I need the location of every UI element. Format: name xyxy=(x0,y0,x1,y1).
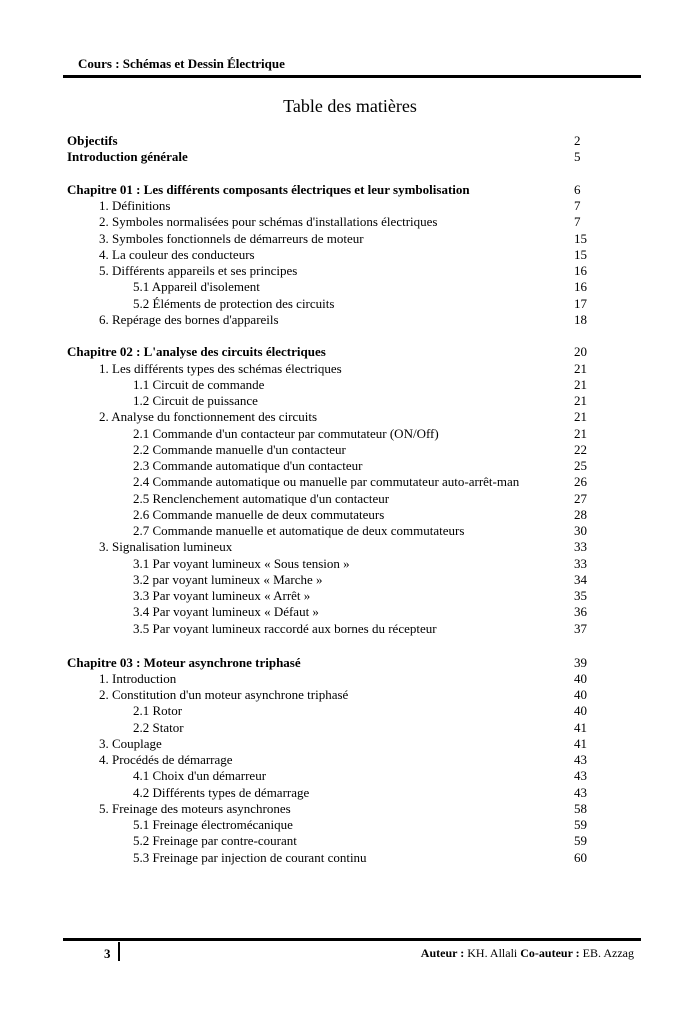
toc-entry-page: 59 xyxy=(574,817,587,833)
toc-entry-title: 2. Symboles normalisées pour schémas d'installations électriques xyxy=(99,214,438,230)
toc-entry-page: 17 xyxy=(574,295,587,311)
toc-entry-title: 5.1 Appareil d'isolement xyxy=(133,279,260,295)
toc-entry-page: 5 xyxy=(574,149,581,165)
toc-entry-title: 3.1 Par voyant lumineux « Sous tension » xyxy=(133,555,350,571)
toc-chapter-entry xyxy=(0,149,700,165)
toc-entry xyxy=(0,442,700,458)
toc-entry-page: 40 xyxy=(574,687,587,703)
toc-entry-page: 6 xyxy=(574,181,581,197)
toc-entry xyxy=(0,296,700,312)
toc-entry-title: 1.2 Circuit de puissance xyxy=(133,393,258,408)
toc-entry-page: 7 xyxy=(574,198,581,213)
toc-entry-title: 5. Différents appareils et ses principes xyxy=(99,263,298,278)
toc-entry xyxy=(0,247,700,263)
toc-entry xyxy=(0,377,700,393)
toc-entry-page: 30 xyxy=(574,523,587,538)
toc-entry-page: 21 xyxy=(574,360,587,376)
header-divider xyxy=(63,75,641,78)
toc-entry-page: 40 xyxy=(574,703,587,719)
course-title: Cours : Schémas et Dessin Électrique xyxy=(78,56,285,71)
toc-chapter-entry xyxy=(0,133,700,149)
toc-entry-title: 2.1 Commande d'un contacteur par commutateur (ON/Off) xyxy=(133,425,439,441)
toc-entry xyxy=(0,361,700,377)
toc-entry-page: 27 xyxy=(574,490,587,506)
footer-divider xyxy=(63,938,641,941)
toc-entry xyxy=(0,850,700,866)
toc-entry-page: 41 xyxy=(574,735,587,751)
toc-entry xyxy=(0,752,700,768)
toc-entry-page: 21 xyxy=(574,409,587,425)
author-line xyxy=(421,946,634,961)
toc-entry xyxy=(0,572,700,588)
toc-entry-page: 33 xyxy=(574,555,587,571)
coauthor-label: Co-auteur : xyxy=(520,946,580,960)
toc-entry xyxy=(0,312,700,328)
toc-entry-title: 1. Définitions xyxy=(99,198,171,213)
toc-entry-title: 2.3 Commande automatique d'un contacteur xyxy=(133,458,363,473)
toc-entry xyxy=(0,833,700,849)
toc-entry xyxy=(0,785,700,801)
toc-entry-title: 2.6 Commande manuelle de deux commutateurs xyxy=(133,506,385,522)
toc-entry xyxy=(0,703,700,719)
toc-chapter-entry xyxy=(0,182,700,198)
toc-entry xyxy=(0,687,700,703)
toc-entry-page: 34 xyxy=(574,571,587,587)
toc-entry xyxy=(0,214,700,230)
toc-chapter-entry xyxy=(0,344,700,360)
toc-entry xyxy=(0,817,700,833)
author-name: KH. Allali xyxy=(467,946,518,960)
toc-entry-page: 21 xyxy=(574,393,587,408)
toc-entry-title: Chapitre 01 : Les différents composants électriques et leur symbolisation xyxy=(67,181,470,197)
toc-entry-title: 3.5 Par voyant lumineux raccordé aux bornes du récepteur xyxy=(133,620,437,636)
page-number: 3 xyxy=(104,946,111,961)
toc-entry-title: 4.1 Choix d'un démarreur xyxy=(133,768,267,784)
toc-entry-page: 2 xyxy=(574,133,581,148)
toc-entry-title: Chapitre 03 : Moteur asynchrone triphasé xyxy=(67,654,301,670)
toc-entry-title: 6. Repérage des bornes d'appareils xyxy=(99,311,279,327)
toc-entry-page: 33 xyxy=(574,539,587,555)
toc-entry xyxy=(0,507,700,523)
toc-entry-title: 4.2 Différents types de démarrage xyxy=(133,784,310,800)
toc-entry-page: 43 xyxy=(574,752,587,768)
toc-entry-title: 3.3 Par voyant lumineux « Arrêt » xyxy=(133,588,311,603)
toc-entry-page: 25 xyxy=(574,458,587,473)
toc-entry-page: 43 xyxy=(574,784,587,800)
toc-entry-page: 41 xyxy=(574,719,587,735)
toc-entry-title: 2.2 Stator xyxy=(133,719,184,735)
toc-entry-page: 26 xyxy=(574,474,587,490)
toc-entry-page: 28 xyxy=(574,506,587,522)
toc-entry-page: 15 xyxy=(574,246,587,262)
toc-entry-title: 5.2 Freinage par contre-courant xyxy=(133,833,297,849)
toc-entry-title: 1.1 Circuit de commande xyxy=(133,376,265,392)
toc-entry-title: 2.1 Rotor xyxy=(133,703,183,719)
toc-entry-page: 21 xyxy=(574,376,587,392)
toc-entry-page: 18 xyxy=(574,311,587,327)
toc-entry xyxy=(0,523,700,539)
coauthor-name: EB. Azzag xyxy=(582,946,634,960)
toc-entry-title: 2.5 Renclenchement automatique d'un contacteur xyxy=(133,490,390,506)
toc-entry-title: 2. Analyse du fonctionnement des circuits xyxy=(99,409,318,425)
toc-entry-title: 3.4 Par voyant lumineux « Défaut » xyxy=(133,604,319,620)
toc-entry xyxy=(0,671,700,687)
toc-entry-title: 5.3 Freinage par injection de courant continu xyxy=(133,849,367,865)
toc-entry xyxy=(0,556,700,572)
toc-entry xyxy=(0,198,700,214)
toc-entry-page: 60 xyxy=(574,849,587,865)
toc-entry-page: 37 xyxy=(574,620,587,636)
toc-entry-page: 39 xyxy=(574,654,587,670)
toc-entry xyxy=(0,393,700,409)
toc-entry-title: Objectifs xyxy=(67,133,118,148)
toc-entry xyxy=(0,539,700,555)
toc-entry xyxy=(0,458,700,474)
toc-entry-title: 2.4 Commande automatique ou manuelle par commutateur auto-arrêt-man xyxy=(133,474,520,490)
toc-entry xyxy=(0,604,700,620)
toc-entry xyxy=(0,279,700,295)
toc-entry xyxy=(0,801,700,817)
toc-entry-page: 58 xyxy=(574,800,587,816)
toc-entry xyxy=(0,474,700,490)
toc-entry xyxy=(0,231,700,247)
toc-entry-page: 16 xyxy=(574,263,587,278)
toc-entry xyxy=(0,588,700,604)
toc-entry xyxy=(0,736,700,752)
toc-entry-title: Chapitre 02 : L'analyse des circuits électriques xyxy=(67,344,326,360)
toc-entry-title: 2.2 Commande manuelle d'un contacteur xyxy=(133,441,346,457)
toc-entry-title: 5.1 Freinage électromécanique xyxy=(133,817,293,833)
toc-entry xyxy=(0,720,700,736)
toc-entry-page: 35 xyxy=(574,588,587,603)
toc-entry-title: 3.2 par voyant lumineux « Marche » xyxy=(133,571,323,587)
toc-entry xyxy=(0,621,700,637)
page-number-bar xyxy=(118,942,120,961)
toc-entry xyxy=(0,491,700,507)
toc-entry-title: 5.2 Éléments de protection des circuits xyxy=(133,295,335,311)
toc-entry-title: 4. La couleur des conducteurs xyxy=(99,246,255,262)
toc-entry-page: 43 xyxy=(574,768,587,784)
toc-chapter-entry xyxy=(0,655,700,671)
toc-entry-page: 22 xyxy=(574,441,587,457)
toc-entry-title: Introduction générale xyxy=(67,149,188,165)
toc-entry-page: 40 xyxy=(574,670,587,686)
author-label: Auteur : xyxy=(420,946,465,960)
toc-entry-title: 1. Introduction xyxy=(99,670,177,686)
toc-entry-page: 59 xyxy=(574,833,587,849)
toc-entry-page: 7 xyxy=(574,214,581,230)
toc-entry-page: 20 xyxy=(574,344,587,360)
toc-entry xyxy=(0,768,700,784)
toc-entry-page: 15 xyxy=(574,230,587,246)
toc-heading: Table des matières xyxy=(283,96,417,116)
toc-entry-title: 2. Constitution d'un moteur asynchrone triphasé xyxy=(99,687,349,703)
toc-entry xyxy=(0,409,700,425)
toc-entry-title: 3. Couplage xyxy=(99,735,162,751)
toc-entry-page: 21 xyxy=(574,425,587,441)
toc-entry-title: 1. Les différents types des schémas électriques xyxy=(99,360,342,376)
toc-entry xyxy=(0,263,700,279)
toc-entry xyxy=(0,426,700,442)
toc-entry-page: 16 xyxy=(574,279,587,295)
toc-entry-page: 36 xyxy=(574,604,587,620)
toc-entry-title: 5. Freinage des moteurs asynchrones xyxy=(99,800,291,816)
toc-entry-title: 3. Symboles fonctionnels de démarreurs de moteur xyxy=(99,230,364,246)
toc-entry-title: 4. Procédés de démarrage xyxy=(99,752,233,768)
toc-entry-title: 3. Signalisation lumineux xyxy=(99,539,233,555)
toc-entry-title: 2.7 Commande manuelle et automatique de deux commutateurs xyxy=(133,523,465,538)
